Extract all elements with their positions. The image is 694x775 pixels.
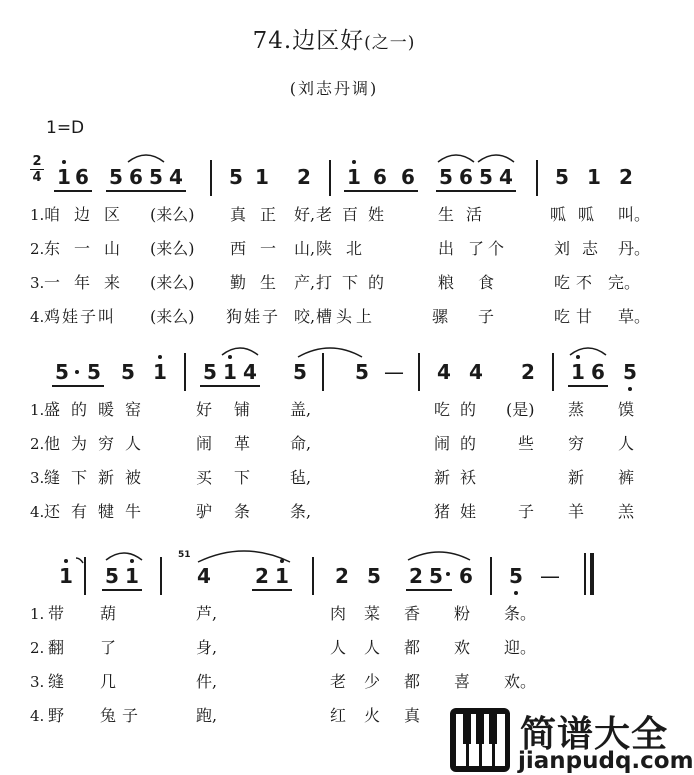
lyric: 丹。 bbox=[618, 239, 651, 258]
barline bbox=[322, 353, 324, 391]
note: 4 bbox=[437, 360, 451, 384]
slur bbox=[126, 150, 166, 164]
lyric: 新 bbox=[568, 468, 585, 487]
lyric: 子 bbox=[518, 502, 535, 521]
barline bbox=[490, 557, 492, 595]
note: 1 bbox=[223, 360, 237, 384]
final-barline-thick bbox=[590, 553, 594, 595]
verse-number: 1. bbox=[30, 206, 45, 224]
verse-number: 2. bbox=[30, 240, 45, 258]
barline bbox=[329, 160, 331, 196]
beam bbox=[54, 190, 92, 192]
lyric: 东一山 bbox=[44, 239, 135, 258]
verse-number: 3. bbox=[30, 274, 45, 292]
lyric: 吃甘 bbox=[554, 307, 599, 326]
note: 1 bbox=[347, 165, 361, 189]
note: 2 bbox=[619, 165, 633, 189]
note: 4 bbox=[469, 360, 483, 384]
lyric: 真 bbox=[404, 706, 421, 725]
verse-number: 1. bbox=[30, 401, 45, 419]
title-main: 74.边区好 bbox=[252, 28, 365, 54]
composer-credit: (刘志丹调) bbox=[289, 79, 379, 98]
beam bbox=[200, 385, 260, 387]
lyric: 欢。 bbox=[504, 672, 537, 691]
lyric: 一年来 bbox=[44, 273, 135, 292]
lyric: 吃的 bbox=[434, 400, 487, 419]
beam bbox=[252, 589, 292, 591]
lyric: 山, bbox=[294, 239, 316, 258]
lyric: 食 bbox=[478, 273, 495, 292]
lyric: 买下 bbox=[196, 468, 273, 487]
barline bbox=[160, 557, 162, 595]
lyric: 人 bbox=[364, 638, 381, 657]
lyric: (是) bbox=[506, 400, 535, 419]
grace-notes: 51 bbox=[178, 550, 191, 560]
note: 5 bbox=[555, 165, 569, 189]
lyric: 件, bbox=[196, 672, 218, 691]
lyric: 好铺 bbox=[196, 400, 273, 419]
note: 4 bbox=[197, 564, 211, 588]
lyric: 呱呱 bbox=[550, 205, 607, 224]
verse-number: 4. bbox=[30, 308, 45, 326]
note: 4 bbox=[243, 360, 257, 384]
lyric: 条, bbox=[290, 502, 312, 521]
lyric: 喜 bbox=[454, 672, 471, 691]
lyric: 粮 bbox=[438, 273, 455, 292]
slur bbox=[406, 548, 472, 562]
beam bbox=[406, 589, 452, 591]
beam bbox=[102, 589, 142, 591]
lyric: 菜 bbox=[364, 604, 381, 623]
lyric: 带 bbox=[48, 604, 65, 623]
lyric: 些 bbox=[518, 434, 535, 453]
lyric: 迎。 bbox=[504, 638, 537, 657]
note: 2 bbox=[521, 360, 535, 384]
note: 5 bbox=[203, 360, 217, 384]
note: 1 bbox=[153, 360, 167, 384]
lyric: 生活 bbox=[438, 205, 495, 224]
lyric: 咬, bbox=[294, 307, 316, 326]
lyric: 老 bbox=[330, 672, 347, 691]
lyric: 盛的暖窑 bbox=[44, 400, 153, 419]
dash: — bbox=[540, 564, 560, 588]
lyric: 完。 bbox=[608, 273, 641, 292]
note: 2 bbox=[409, 564, 423, 588]
lyric: 缝 bbox=[48, 672, 65, 691]
note: 5 bbox=[293, 360, 307, 384]
note: 1 bbox=[255, 165, 269, 189]
note: 5 bbox=[109, 165, 123, 189]
slur bbox=[436, 150, 476, 164]
octave-dot bbox=[62, 160, 66, 164]
note: 1 bbox=[57, 165, 71, 189]
lyric: 兔子 bbox=[100, 706, 145, 725]
note: 1 bbox=[275, 564, 289, 588]
watermark-url: jianpudq.com bbox=[518, 748, 694, 774]
note: 2 bbox=[335, 564, 349, 588]
lyric: 肉 bbox=[330, 604, 347, 623]
beam bbox=[106, 190, 186, 192]
lyric: 咱边区 bbox=[44, 205, 135, 224]
lyric: 刘志 bbox=[554, 239, 611, 258]
beam bbox=[344, 190, 418, 192]
note: 6 bbox=[75, 165, 89, 189]
lyric: 猪娃 bbox=[434, 502, 487, 521]
lyric: 身, bbox=[196, 638, 218, 657]
note: 2 bbox=[255, 564, 269, 588]
note: 1 bbox=[125, 564, 139, 588]
lyric: 命, bbox=[290, 434, 312, 453]
octave-dot bbox=[158, 355, 162, 359]
beam bbox=[436, 190, 516, 192]
lyric: 条。 bbox=[504, 604, 537, 623]
lyric: 野 bbox=[48, 706, 65, 725]
barline bbox=[312, 557, 314, 595]
slur bbox=[568, 343, 608, 357]
lyric: 都 bbox=[404, 672, 421, 691]
lyric: 出 bbox=[438, 239, 455, 258]
lyric: 都 bbox=[404, 638, 421, 657]
lyric: 新袄 bbox=[434, 468, 487, 487]
lyric: 蒸 bbox=[568, 400, 585, 419]
slur bbox=[196, 546, 292, 564]
barline bbox=[552, 353, 554, 391]
lyric: 了个 bbox=[468, 239, 509, 258]
barline bbox=[210, 160, 212, 196]
lyric: 子 bbox=[478, 307, 495, 326]
lyric: 产, bbox=[294, 273, 316, 292]
note: 5 bbox=[439, 165, 453, 189]
beam bbox=[568, 385, 608, 387]
note: 5 bbox=[623, 360, 637, 384]
note: 4 bbox=[169, 165, 183, 189]
final-barline-thin bbox=[584, 553, 586, 595]
lyric: 了 bbox=[100, 638, 117, 657]
octave-dot bbox=[352, 160, 356, 164]
slur bbox=[220, 343, 260, 357]
lyric: (来么) bbox=[150, 205, 195, 224]
lyric: 老百姓 bbox=[316, 205, 395, 224]
key-signature: 1=D bbox=[46, 118, 85, 138]
lyric: 翻 bbox=[48, 638, 65, 657]
title-sub: (之一) bbox=[364, 33, 416, 53]
lyric: 火 bbox=[364, 706, 381, 725]
verse-number: 4. bbox=[30, 707, 45, 725]
time-signature-bottom: 4 bbox=[32, 170, 42, 185]
augmentation-dot bbox=[446, 572, 450, 576]
lyric: 馍 bbox=[618, 400, 635, 419]
barline bbox=[536, 160, 538, 196]
song-title bbox=[0, 22, 668, 55]
slur bbox=[104, 548, 144, 562]
barline bbox=[84, 557, 86, 595]
lyric: 草。 bbox=[618, 307, 651, 326]
lyric: 几 bbox=[100, 672, 117, 691]
note: 5 bbox=[355, 360, 369, 384]
lyric: (来么) bbox=[150, 307, 195, 326]
note: 6 bbox=[129, 165, 143, 189]
lyric: 人 bbox=[330, 638, 347, 657]
dash: — bbox=[384, 360, 404, 384]
lyric: 勤生 bbox=[230, 273, 291, 292]
lyric: 粉 bbox=[454, 604, 471, 623]
note: 5 bbox=[55, 360, 69, 384]
note: 6 bbox=[459, 165, 473, 189]
lyric: 缝下新被 bbox=[44, 468, 153, 487]
verse-number: 3. bbox=[30, 469, 45, 487]
lyric: 好, bbox=[294, 205, 316, 224]
note: 5 bbox=[121, 360, 135, 384]
lyric: 红 bbox=[330, 706, 347, 725]
lyric: 真正 bbox=[230, 205, 291, 224]
tie bbox=[296, 343, 364, 359]
barline bbox=[418, 353, 420, 391]
verse-number: 2. bbox=[30, 435, 45, 453]
note: 5 bbox=[479, 165, 493, 189]
note: 5 bbox=[105, 564, 119, 588]
note: 5 bbox=[87, 360, 101, 384]
lyric: 闹革 bbox=[196, 434, 273, 453]
time-signature-top: 2 bbox=[32, 154, 42, 169]
lyric: 叫。 bbox=[618, 205, 651, 224]
lyric: (来么) bbox=[150, 273, 195, 292]
lyric: 葫 bbox=[100, 604, 117, 623]
piano-keys-icon bbox=[448, 706, 512, 775]
lyric: 少 bbox=[364, 672, 381, 691]
lyric: 盖, bbox=[290, 400, 312, 419]
verse-number: 3. bbox=[30, 673, 45, 691]
lyric: 欢 bbox=[454, 638, 471, 657]
lyric: 羊 bbox=[568, 502, 585, 521]
time-signature bbox=[30, 155, 44, 184]
lyric: 香 bbox=[404, 604, 421, 623]
lyric: 打下的 bbox=[316, 273, 395, 292]
lyric: 狗娃子 bbox=[226, 307, 281, 326]
augmentation-dot bbox=[75, 370, 79, 374]
lyric: 还有犍牛 bbox=[44, 502, 153, 521]
beam bbox=[52, 385, 104, 387]
lyric: 骡 bbox=[432, 307, 449, 326]
lyric: 驴条 bbox=[196, 502, 273, 521]
slur bbox=[476, 150, 516, 164]
note: 1 bbox=[587, 165, 601, 189]
lyric: 槽头上 bbox=[316, 307, 377, 326]
note: 2 bbox=[297, 165, 311, 189]
note: 6 bbox=[459, 564, 473, 588]
low-octave-dot bbox=[628, 387, 632, 391]
lyric: 吃不 bbox=[554, 273, 599, 292]
verse-number: 2. bbox=[30, 639, 45, 657]
lyric: (来么) bbox=[150, 239, 195, 258]
watermark-brand: 简谱大全 bbox=[520, 714, 669, 755]
lyric: 西一 bbox=[230, 239, 291, 258]
lyric: 他为穷人 bbox=[44, 434, 153, 453]
lyric: 芦, bbox=[196, 604, 218, 623]
note: 6 bbox=[591, 360, 605, 384]
barline bbox=[184, 353, 186, 391]
lyric: 鸡娃子叫 bbox=[44, 307, 117, 326]
lyric: 裤 bbox=[618, 468, 635, 487]
lyric: 跑, bbox=[196, 706, 218, 725]
note: 6 bbox=[401, 165, 415, 189]
lyric: 穷 bbox=[568, 434, 585, 453]
octave-dot bbox=[64, 559, 68, 563]
note: 5 bbox=[429, 564, 443, 588]
note: 6 bbox=[373, 165, 387, 189]
note: 5 bbox=[509, 564, 523, 588]
lyric: 陕北 bbox=[316, 239, 377, 258]
lyric: 羔 bbox=[618, 502, 635, 521]
low-octave-dot bbox=[514, 591, 518, 595]
note: 4 bbox=[499, 165, 513, 189]
note: 5 bbox=[367, 564, 381, 588]
note: 1 bbox=[571, 360, 585, 384]
lyric: 人 bbox=[618, 434, 635, 453]
verse-number: 1. bbox=[30, 605, 45, 623]
note: 1 bbox=[59, 564, 73, 588]
note: 5 bbox=[229, 165, 243, 189]
verse-number: 4. bbox=[30, 503, 45, 521]
lyric: 闹的 bbox=[434, 434, 487, 453]
lyric: 毡, bbox=[290, 468, 312, 487]
note: 5 bbox=[149, 165, 163, 189]
